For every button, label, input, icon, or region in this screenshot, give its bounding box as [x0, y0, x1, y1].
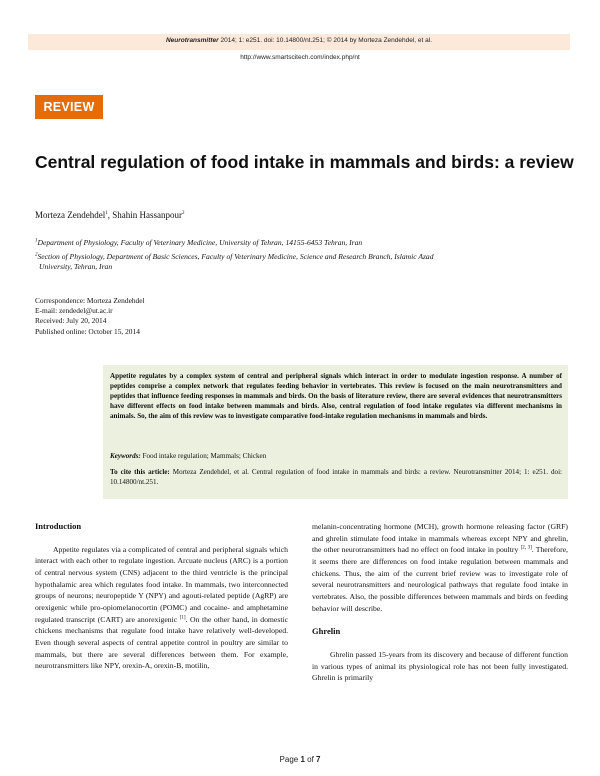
- ghrelin-paragraph: Ghrelin passed 15-years from its discovery and because of different function in various types of animal its physiological role has not been fully investigated. Ghrelin is primarily: [312, 649, 568, 683]
- author-list: [35, 210, 184, 220]
- affil-text: Department of Physiology, Faculty of Veterinary Medicine, University of Tehran, 14155-6453 Tehran, Iran: [37, 238, 363, 247]
- section-heading-introduction: Introduction: [35, 521, 82, 531]
- page-footer: [0, 755, 600, 764]
- cite-label: To cite this article:: [110, 468, 170, 476]
- citation-ref[interactable]: [2, 3]: [520, 545, 532, 551]
- affil-number: 1: [35, 238, 38, 244]
- page-number: 1: [300, 755, 305, 764]
- running-header: [28, 37, 570, 44]
- col2-text: melanin-concentrating hormone (MCH), growth hormone releasing factor (GRF) and ghrelin stimulate food intake in mammals whereas except NPY and ghrelin, the other neurotransmitters had no effect on food intake in poultry: [312, 522, 568, 555]
- affiliation-2-cont: University, Tehran, Iran: [39, 262, 113, 271]
- abstract-text: Appetite regulates by a complex system of central and peripheral signals which interact in order to modulate ingestion response. A number of peptides comprise a complex network that regulates feeding behavior in vertebrates. This review is focused on the main neurotransmitters and peptides that influence feeding responses in mammals and birds. On the basis of literature review, there are several evidences that neurotransmitters have different effects on food intake between mammals and birds. Also, central regulation of food intake regulates via different mechanisms in animals. So, the aim of this review was to investigate comparative food-intake regulation mechanisms in mammals and birds.: [110, 372, 562, 420]
- left-column: [35, 521, 288, 672]
- col2-paragraph: [312, 521, 568, 614]
- affiliation-1: [35, 238, 570, 248]
- journal-url[interactable]: http://www.smartscitech.com/index.php/nt: [240, 54, 360, 61]
- received-date: Received: July 20, 2014: [35, 316, 107, 325]
- keywords-label: Keywords:: [110, 452, 141, 460]
- intro-text: Appetite regulates via a complicated of central and peripheral signals which interact with each other to regulate ingestion. Arcuate nucleus (ARC) is a portion of central nervous system (CNS) adjacent to the third ventricle is the principal hypothalamic area which regulates food intake. In mammals, two interconnected groups of neurons; neuropeptide Y (NPY) and agouti-related peptide (AgRP) are orexigenic while pro-opiomelanocortin (POMC) and cocaine- and amphetamine regulated transcript (CART) are anorexigenic: [35, 544, 288, 624]
- header-citation: 2014; 1: e251. doi: 10.14800/nt.251; © 2014 by Morteza Zendehdel, et al.: [218, 37, 433, 44]
- page-total: 7: [316, 755, 321, 764]
- author-name: Morteza Zendehdel: [35, 210, 106, 220]
- email[interactable]: E-mail: zendedel@ut.ac.ir: [35, 306, 113, 315]
- published-date: Published online: October 15, 2014: [35, 327, 140, 336]
- col2-text-cont: . Therefore, it seems there are differences on food intake regulation between mammals and chickens. Thus, the aim of the current brief review was to investigate role of several neurotransmitters and neurological pathways that regulate food intake in vertebrates. Also, the possible differences between mammals and birds on feeding behavior will describe.: [312, 545, 568, 613]
- correspondence: Correspondence: Morteza Zendehdel: [35, 296, 145, 305]
- cite-text: Morteza Zendehdel, et al. Central regulation of food intake in mammals and birds: a review. Neurotransmitter 2014; 1: e251. doi: 10.14800/nt.251.: [110, 468, 563, 486]
- right-column: [312, 521, 568, 684]
- article-title: Central regulation of food intake in mammals and birds: a review: [35, 152, 574, 172]
- article-type-badge: REVIEW: [35, 95, 103, 119]
- author-name: Shahin Hassanpour: [112, 210, 182, 220]
- author-affil-mark: 2: [181, 211, 185, 216]
- author-separator: ,: [107, 210, 113, 220]
- journal-name: Neurotransmitter: [165, 37, 219, 44]
- citation-ref[interactable]: [1]: [179, 615, 186, 621]
- section-heading-ghrelin: Ghrelin: [312, 626, 341, 637]
- keywords: [110, 451, 562, 461]
- affil-number: 2: [35, 252, 38, 258]
- keywords-text: Food intake regulation; Mammals; Chicken: [140, 452, 267, 460]
- intro-text-cont: . On the other hand, in domestic chickens mechanisms that regulate food intake have relatively well-developed. Even though several aspects of central appetite control in poultry are similar to mammals, but there are several differences between them. For example, neurotransmitters like NPY, orexin-A, orexin-B, motilin,: [35, 614, 289, 671]
- page-label: Page: [279, 755, 301, 764]
- affil-text: Section of Physiology, Department of Basic Sciences, Faculty of Veterinary Medicine, Science and Research Branch, Islamic Azad: [37, 252, 434, 261]
- page-of: of: [304, 755, 317, 764]
- intro-paragraph: [35, 544, 288, 672]
- cite-this-article: [110, 467, 562, 487]
- affiliation-2: [35, 252, 570, 262]
- author-affil-mark: 1: [105, 211, 108, 216]
